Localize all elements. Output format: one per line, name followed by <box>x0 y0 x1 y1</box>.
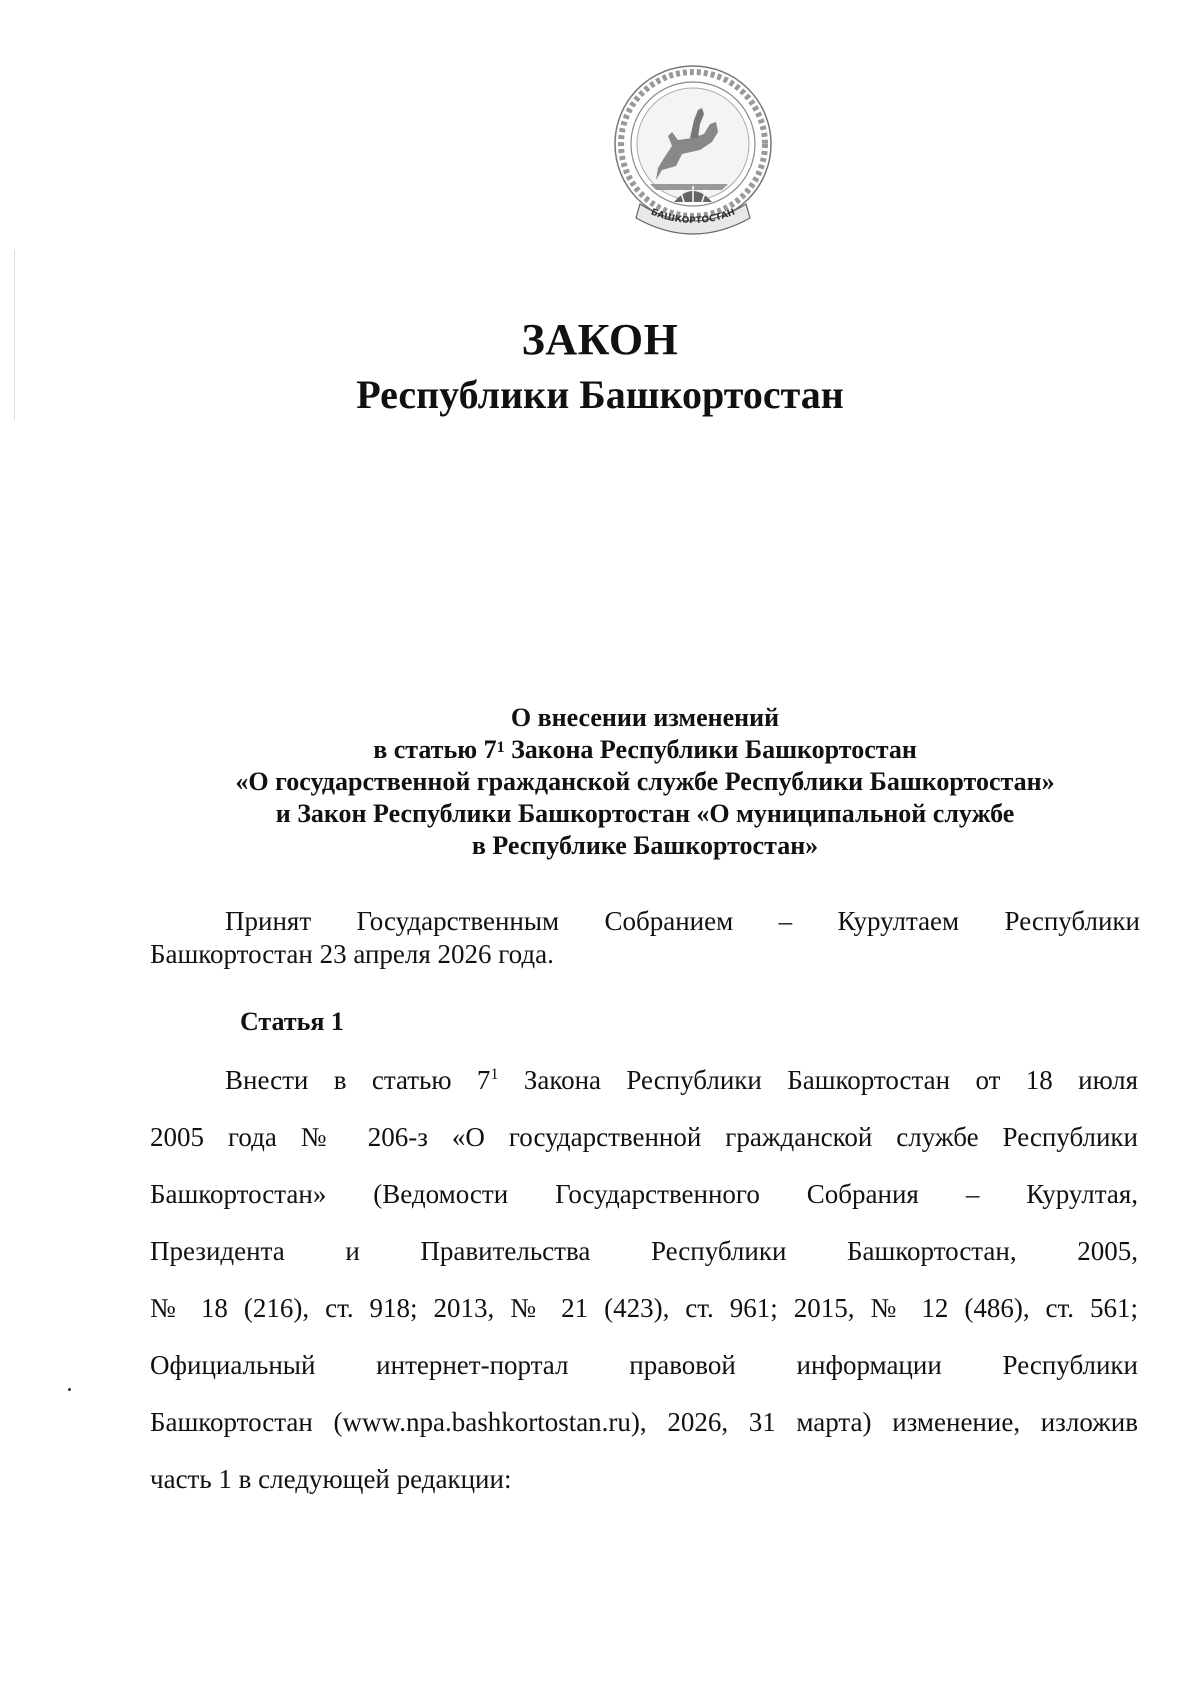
emblem-caption: БАШКОРТОСТАН <box>649 207 737 227</box>
heading-line: в Республике Башкортостан» <box>471 831 819 860</box>
law-title: ЗАКОН <box>521 315 679 364</box>
adoption-line: Башкортостан 23 апреля 2026 года. <box>150 939 554 969</box>
article-title: Статья 1 <box>240 1007 344 1036</box>
body-line: Официальный интернет-портал правовой информации Республики <box>150 1350 1138 1380</box>
article-body <box>150 1060 1138 1516</box>
adoption-line: Принят Государственным Собранием – Курултаем Республики <box>225 906 1140 936</box>
superscript: 1 <box>490 1066 499 1083</box>
body-line: Башкортостан» (Ведомости Государственного Собрания – Курултая, <box>150 1179 1138 1209</box>
heading-line: в статью $7^1$ Закона Республики Башкортостан <box>373 735 917 764</box>
heading-line: О внесении изменений <box>510 703 780 732</box>
body-line: Внести в статью $7^1$ Закона Республики Башкортостан от 18 июля <box>225 1065 1138 1095</box>
body-line: Президента и Правительства Республики Башкортостан, 2005, <box>150 1236 1138 1266</box>
heading-line: и Закон Республики Башкортостан «О муниципальной службе <box>275 799 1015 828</box>
body-line: 2005 года № 206-з «О государственной гражданской службе Республики <box>150 1122 1138 1152</box>
adoption-note <box>150 905 1140 971</box>
scan-artifact-dot <box>68 1388 71 1391</box>
law-subtitle: Республики Башкортостан <box>356 372 844 417</box>
body-line: № 18 (216), ст. 918; 2013, № 21 (423), ст. 961; 2015, № 12 (486), ст. 561; <box>150 1293 1138 1323</box>
coat-of-arms-icon <box>604 62 782 252</box>
heading-line: «О государственной гражданской службе Республики Башкортостан» <box>235 767 1055 796</box>
body-line: часть 1 в следующей редакции: <box>150 1464 512 1494</box>
body-line: Башкортостан (www.npa.bashkortostan.ru), 2026, 31 марта) изменение, изложив <box>150 1407 1138 1437</box>
superscript: 1 <box>496 739 505 756</box>
law-heading <box>150 702 1140 862</box>
